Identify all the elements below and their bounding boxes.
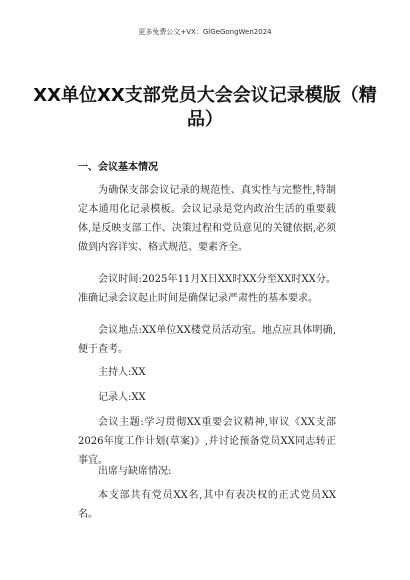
paragraph-recorder: 记录人:XX	[98, 392, 146, 403]
paragraph-member-count: 本支部共有党员XX名,其中有表决权的正式党员XX名。	[78, 490, 336, 520]
paragraph-host: 主持人:XX	[98, 367, 146, 378]
paragraph-attendance-label: 出席与缺席情况:	[98, 466, 172, 477]
paragraph-meeting-topic: 会议主题:学习贯彻XX重要会议精神,审议《XX支部2026年度工作计划(草案)》,并讨论预备党员XX同志转正事宜。	[78, 417, 336, 466]
paragraph-purpose: 为确保支部会议记录的规范性、真实性与完整性,特制定本通用化记录模板。会议记录是党内政治生活的重要载体,是反映支部工作、决策过程和党员意见的关键依据,必须做到内容详实、格式规范、要素齐全。	[78, 185, 336, 253]
section-heading: 一、会议基本情况	[78, 162, 158, 173]
paragraph-meeting-location: 会议地点:XX单位XX楼党员活动室。地点应具体明确,便于查考。	[78, 325, 336, 355]
document-title: XX单位XX支部党员大会会议记录模版（精品）	[33, 85, 377, 130]
paragraph-meeting-time: 会议时间:2025年11月X日XX时XX分至XX时XX分。准确记录会议起止时间是确保记录严肃性的基本要求。	[78, 274, 336, 304]
header-note: 更多免费公文+VX：GlGeGongWen2024	[138, 28, 272, 36]
